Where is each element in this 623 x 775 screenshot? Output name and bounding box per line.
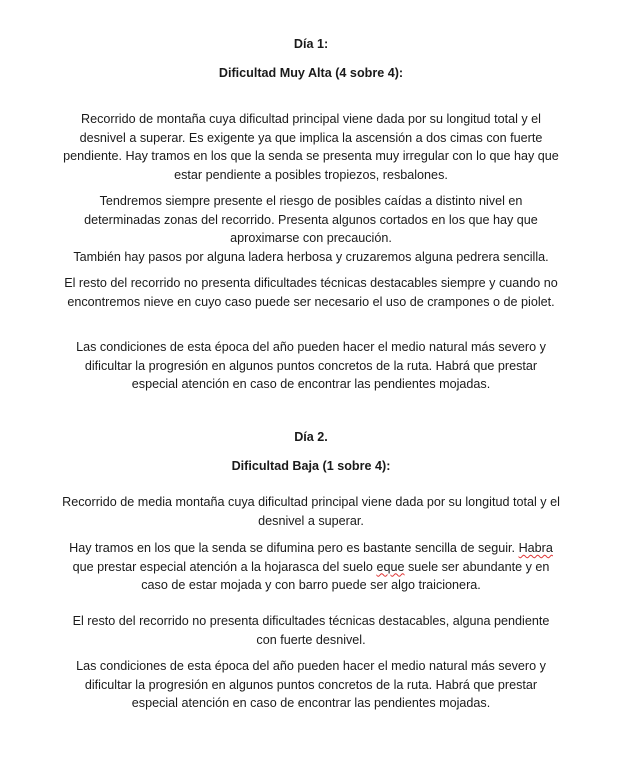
day2-paragraph-1: Recorrido de media montaña cuya dificultad principal viene dada por su longitud total y el desnivel a superar. — [62, 495, 560, 528]
day1-paragraph-3-block — [62, 274, 560, 311]
day1-difficulty: Dificultad Muy Alta (4 sobre 4): — [218, 66, 404, 80]
day2-paragraph-3: El resto del recorrido no presenta dificultades técnicas destacables, alguna pendiente con fuerte desnivel. — [72, 614, 550, 647]
day2-paragraph-4: Las condiciones de esta época del año pueden hacer el medio natural más severo y dificultar la progresión en algunos puntos concretos de la ruta. Habrá que prestar especial atención en caso de encontrar las pendientes mojadas. — [76, 659, 546, 710]
day1-paragraph-1: Recorrido de montaña cuya dificultad principal viene dada por su longitud total y el desnivel a superar. Es exigente ya que implica la ascensión a dos cimas con fuerte pendiente. Hay tramos en los que la senda se presenta muy irregular con lo que hay que estar pendiente a posibles tropiezos, resbalones. — [63, 112, 559, 182]
day1-paragraph-3: El resto del recorrido no presenta dificultades técnicas destacables siempre y cuando no encontremos nieve en cuyo caso puede ser necesario el uso de crampones o de piolet. — [64, 276, 558, 309]
day2-paragraph-4-block — [62, 657, 560, 713]
day2-title-block — [62, 428, 560, 447]
day1-title-block — [62, 35, 560, 54]
day2-paragraph-2-middle: que prestar especial atención a la hojarasca del suelo — [72, 559, 377, 574]
day2-paragraph-2-start: Hay tramos en los que la senda se difumina pero es bastante sencilla de seguir. — [69, 541, 519, 555]
day2-difficulty: Dificultad Baja (1 sobre 4): — [231, 459, 391, 473]
day1-paragraph-2: Tendremos siempre presente el riesgo de posibles caídas a distinto nivel en determinadas zonas del recorrido. Presenta algunos cortados en los que hay que aproximarse con precaución. — [84, 194, 538, 245]
day2-paragraph-3-block — [62, 612, 560, 649]
day2-paragraph-2-end: suele ser abundante y en caso de estar mojada y con barro puede ser algo traicionera. — [141, 559, 550, 592]
day2-paragraph-2-block — [62, 539, 560, 595]
day2-difficulty-block — [62, 457, 560, 476]
day1-paragraph-4: Las condiciones de esta época del año pueden hacer el medio natural más severo y dificultar la progresión en algunos puntos concretos de la ruta. Habrá que prestar especial atención en caso de encontrar las pendientes mojadas. — [76, 340, 546, 391]
spellcheck-word-eque[interactable]: eque — [376, 559, 405, 574]
day1-paragraph-1-block — [62, 110, 560, 184]
day1-paragraph-2b: También hay pasos por alguna ladera herbosa y cruzaremos alguna pedrera sencilla. — [73, 249, 549, 264]
day1-paragraph-2-block — [62, 192, 560, 266]
day2-paragraph-2 — [62, 539, 560, 595]
day2-title: Día 2. — [294, 430, 328, 444]
day1-difficulty-block — [62, 64, 560, 83]
spellcheck-word-habra[interactable]: Habra — [518, 541, 553, 555]
day1-paragraph-4-block — [62, 338, 560, 394]
day2-paragraph-1-block — [62, 493, 560, 530]
day1-title: Día 1: — [293, 37, 329, 51]
